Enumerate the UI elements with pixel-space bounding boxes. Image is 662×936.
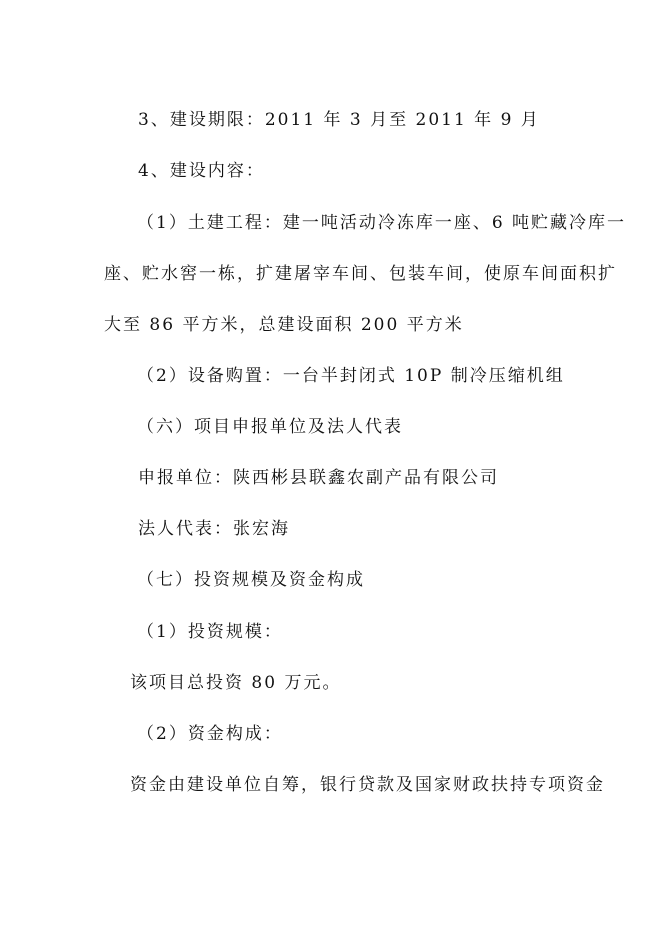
paragraph-investment-scale-heading: （1）投资规模： [137,622,283,642]
paragraph-civil-works-line-3: 大至 86 平方米，总建设面积 200 平方米 [104,315,464,335]
paragraph-legal-representative: 法人代表：张宏海 [138,519,290,539]
paragraph-equipment-purchase: （2）设备购置：一台半封闭式 10P 制冷压缩机组 [137,366,565,386]
paragraph-applicant-unit: 申报单位：陕西彬县联鑫农副产品有限公司 [138,468,499,488]
paragraph-construction-content-heading: 4、建设内容： [138,161,265,181]
paragraph-funding-sources: 资金由建设单位自筹，银行贷款及国家财政扶持专项资金 [130,775,605,795]
paragraph-funding-composition-heading: （2）资金构成： [137,724,283,744]
paragraph-civil-works-line-1: （1）土建工程：建一吨活动冷冻库一座、6 吨贮藏冷库一 [137,213,627,233]
heading-investment-scale-and-funding: （七）投资规模及资金构成 [137,570,365,590]
heading-applicant-and-legal-rep: （六）项目申报单位及法人代表 [137,417,403,437]
paragraph-civil-works-line-2: 座、贮水窖一栋，扩建屠宰车间、包装车间，使原车间面积扩 [104,264,617,284]
paragraph-construction-period: 3、建设期限：2011 年 3 月至 2011 年 9 月 [138,110,540,130]
paragraph-total-investment: 该项目总投资 80 万元。 [130,673,342,693]
